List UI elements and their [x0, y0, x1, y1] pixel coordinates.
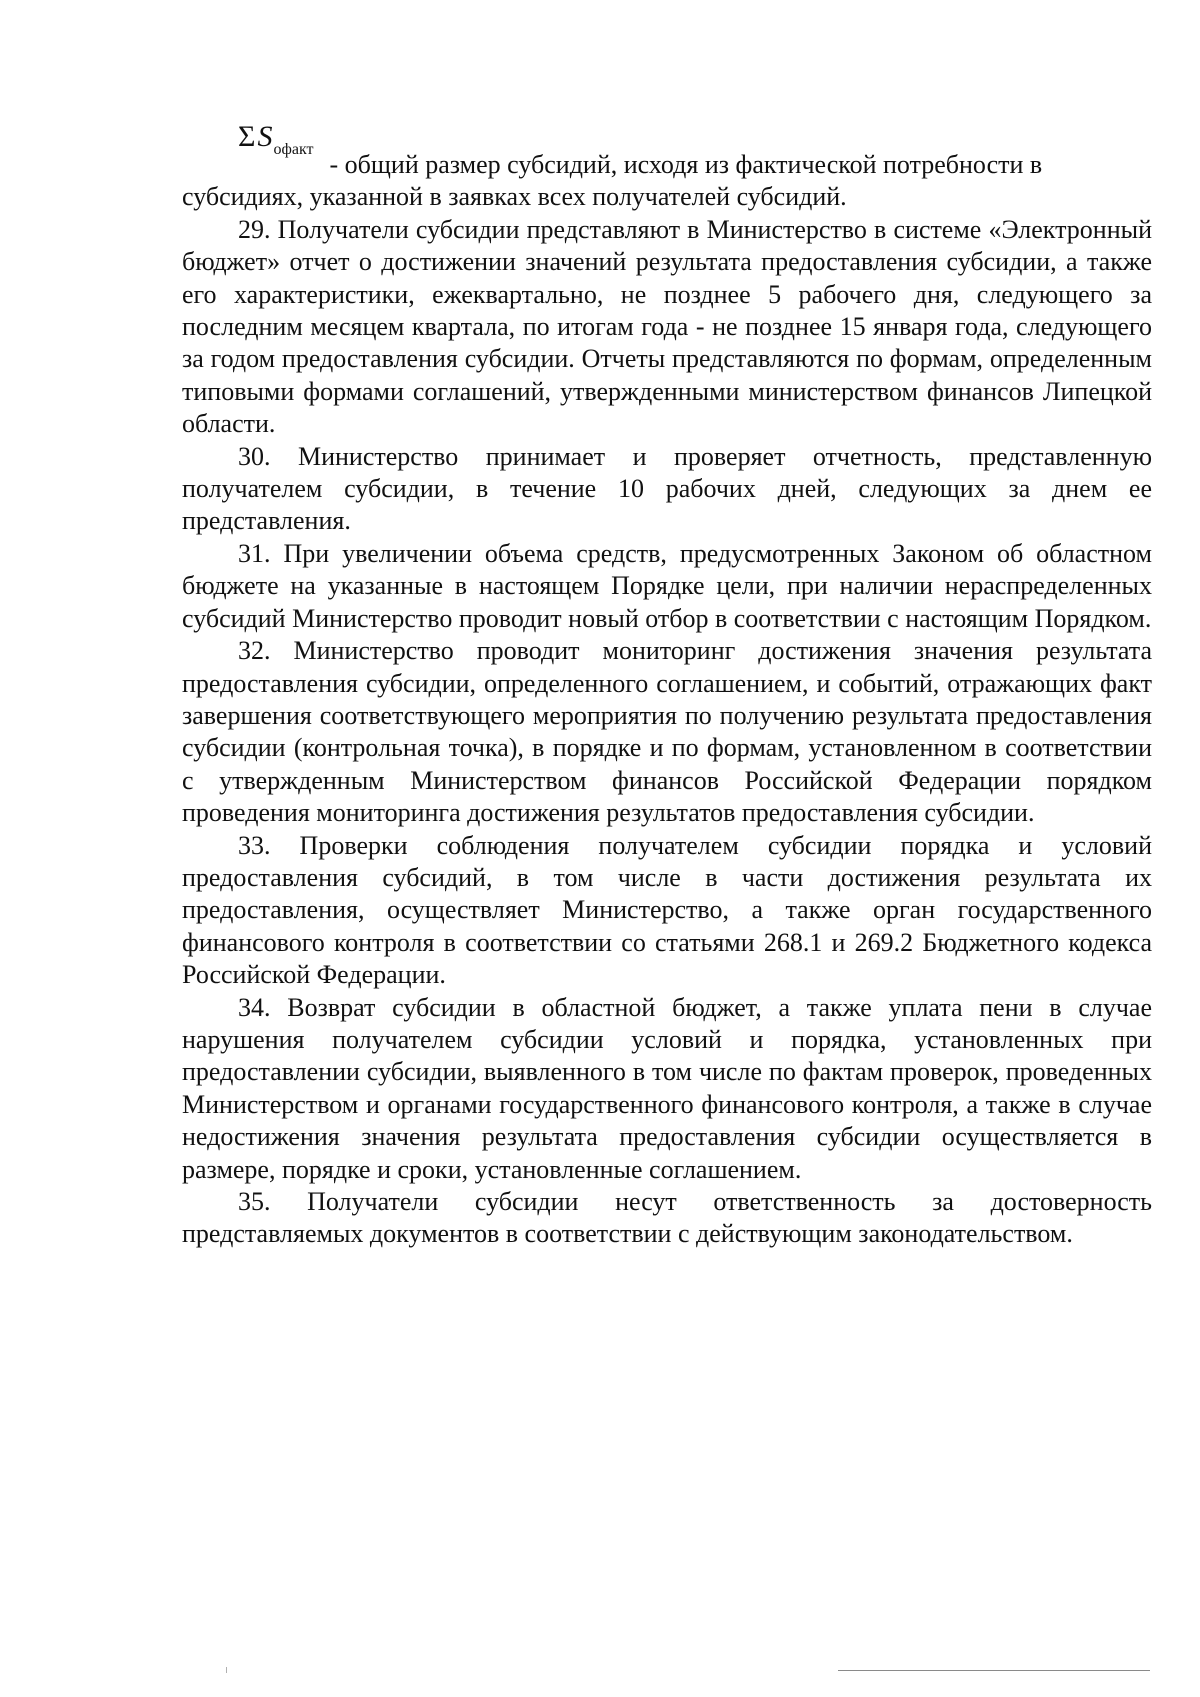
paragraph-31: 31. При увеличении объема средств, предусмотренных Законом об областном бюджете на указанные в настоящем Порядке цели, при наличии нераспределенных субсидий Министерство проводит новый отбор в соответствии с настоящим Порядком.: [182, 538, 1152, 633]
formula-description: - общий размер субсидий, исходя из фактической потребности в: [329, 150, 1043, 179]
paragraph-33: 33. Проверки соблюдения получателем субсидии порядка и условий предоставления субсидий, в том числе в части достижения результата их предоставления, осуществляет Министерство, а также орган государственного финансового контроля в соответствии со статьями 268.1 и 269.2 Бюджетного кодекса Российской Федерации.: [182, 830, 1152, 990]
paragraph-29: 29. Получатели субсидии представляют в Министерство в системе «Электронный бюджет» отчет о достижении значений результата предоставления субсидии, а также его характеристики, ежеквартально, не позднее 5 рабочего дня, следующего за последним месяцем квартала, по итогам года - не позднее 15 января года, следующего за годом предоставления субсидии. Отчеты представляются по формам, определенным типовыми формами соглашений, утвержденными министерством финансов Липецкой области.: [182, 214, 1152, 439]
formula-definition: [182, 122, 1152, 181]
formula-description-continued: субсидиях, указанной в заявках всех получателей субсидий.: [182, 182, 847, 212]
paragraph-32: 32. Министерство проводит мониторинг достижения значения результата предоставления субсидии, определенного соглашением, и событий, отражающих факт завершения соответствующего мероприятия по получению результата предоставления субсидии (контрольная точка), в порядке и по формам, установленном в соответствии с утвержденным Министерством финансов Российской Федерации порядком проведения мониторинга достижения результатов предоставления субсидии.: [182, 636, 1152, 828]
paragraph-30: 30. Министерство принимает и проверяет отчетность, представленную получателем субсидии, в течение 10 рабочих дней, следующих за днем ее представления.: [182, 441, 1152, 536]
footer-rule: [838, 1670, 1150, 1671]
formula-variable: S: [257, 120, 273, 153]
sigma-symbol: Σ: [238, 120, 256, 153]
document-body: [182, 122, 1152, 1251]
formula-subscript: офакт: [273, 141, 314, 158]
paragraph-34: 34. Возврат субсидии в областной бюджет, а также уплата пени в случае нарушения получателем субсидии условий и порядка, установленных при предоставлении субсидии, выявленного в том числе по фактам проверок, проведенных Министерством и органами государственного финансового контроля, а также в случае недостижения значения результата предоставления субсидии осуществляется в размере, порядке и сроки, установленные соглашением.: [182, 992, 1152, 1184]
scan-artifact-dot: [226, 1667, 227, 1673]
formula-symbol: [238, 120, 314, 158]
paragraph-35: 35. Получатели субсидии несут ответственность за достоверность представляемых документов в соответствии с действующим законодательством.: [182, 1187, 1152, 1249]
